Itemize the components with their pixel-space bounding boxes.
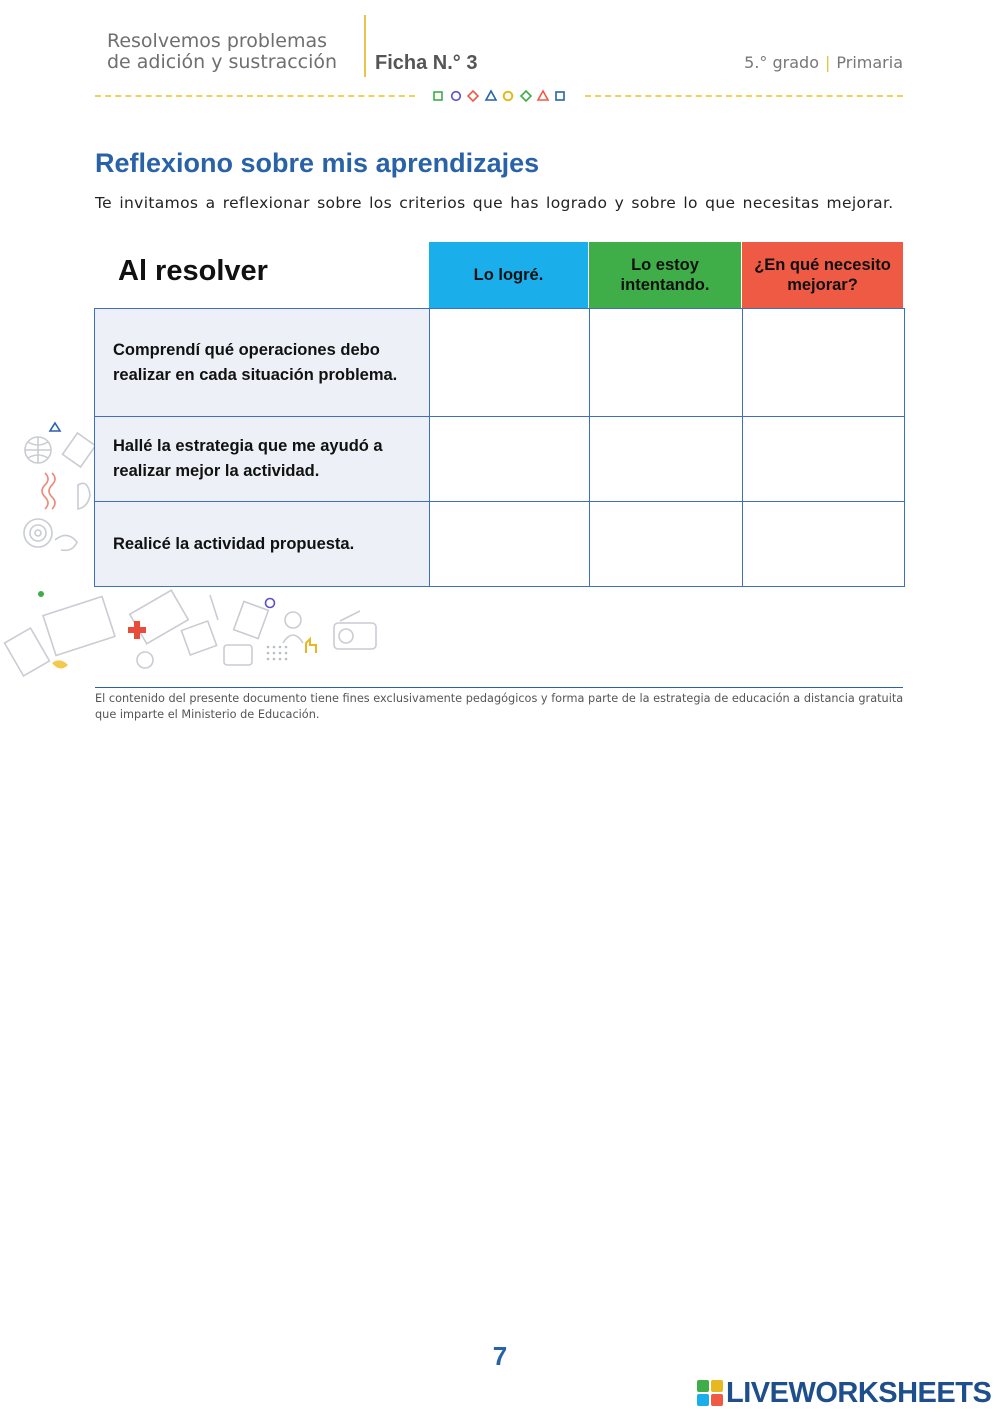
footer-divider [95, 687, 903, 688]
answer-cell-trying[interactable] [590, 417, 743, 502]
liveworksheets-logo[interactable] [697, 1378, 991, 1408]
answer-cell-achieved[interactable] [430, 309, 590, 417]
answer-cell-improve[interactable] [743, 417, 905, 502]
criterion-line-1: Hallé la estrategia que me ayudó a [113, 437, 383, 455]
page-number: 7 [492, 1341, 508, 1371]
decorative-shapes-icon [430, 88, 570, 104]
liveworksheets-logo-text: LIVEWORKSHEETS [726, 1376, 992, 1409]
table-row [95, 309, 905, 417]
criterion-cell [95, 309, 430, 417]
table-row-header-label: Al resolver [118, 255, 268, 287]
header-dashed-line-left [95, 95, 415, 97]
document-title-line-1: Resolvemos problemas [107, 30, 328, 52]
answer-cell-achieved[interactable] [430, 417, 590, 502]
self-assessment-table [94, 308, 905, 587]
header-dashed-line-right [585, 95, 903, 97]
column-header-trying [589, 242, 741, 308]
answer-cell-improve[interactable] [743, 309, 905, 417]
criterion-cell [95, 417, 430, 502]
grade-level [744, 53, 903, 72]
answer-cell-achieved[interactable] [430, 502, 590, 587]
answer-cell-trying[interactable] [590, 502, 743, 587]
answer-cell-trying[interactable] [590, 309, 743, 417]
section-intro: Te invitamos a reflexionar sobre los criterios que has logrado y sobre lo que necesitas mejorar. [95, 194, 894, 212]
column-header-trying-line-1: Lo estoy [631, 256, 699, 274]
grade-separator: | [825, 53, 831, 72]
criterion-line-1: Realicé la actividad propuesta. [113, 534, 355, 553]
answer-cell-improve[interactable] [743, 502, 905, 587]
document-title [107, 31, 362, 73]
liveworksheets-logo-icon [697, 1380, 723, 1406]
column-header-improve-line-1: ¿En qué necesito [754, 256, 891, 274]
column-header-achieved-line-1: Lo logré. [473, 266, 544, 284]
criterion-cell [95, 502, 430, 587]
level-label: Primaria [836, 53, 903, 72]
column-header-improve [742, 242, 903, 308]
table-row [95, 502, 905, 587]
criterion-line-2: realizar en cada situación problema. [113, 365, 398, 384]
table-row [95, 417, 905, 502]
column-header-improve-line-2: mejorar? [787, 276, 858, 294]
document-title-line-2: de adición y sustracción [107, 51, 338, 73]
column-header-trying-line-2: intentando. [620, 276, 710, 294]
criterion-line-2: realizar mejor la actividad. [113, 462, 320, 480]
header-divider [364, 15, 366, 77]
grade-label: 5.° grado [744, 53, 819, 72]
footer-disclaimer: El contenido del presente documento tiene fines exclusivamente pedagógicos y forma parte de la estrategia de educación a distancia gratuita que imparte el Ministerio de Educación. [95, 692, 904, 721]
criterion-line-1: Comprendí qué operaciones debo [113, 340, 380, 359]
section-title: Reflexiono sobre mis aprendizajes [95, 148, 540, 178]
column-header-achieved [429, 242, 588, 308]
ficha-number: Ficha N.° 3 [375, 52, 478, 74]
